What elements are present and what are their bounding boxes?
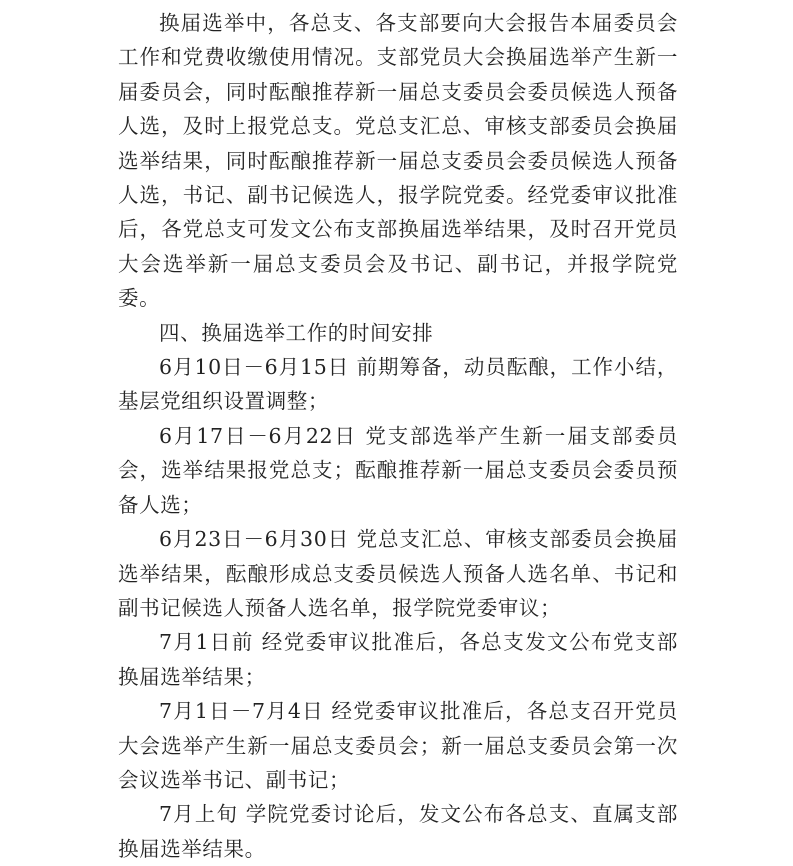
paragraph-election-report: 换届选举中，各总支、各支部要向大会报告本届委员会工作和党费收缴使用情况。支部党员大会换届选举产生新一届委员会，同时酝酿推荐新一届总支委员会委员候选人预备人选，及时上报党总支。党总支汇总、审核支部委员会换届选举结果，同时酝酿推荐新一届总支委员会委员候选人预备人选，书记、副书记候选人，报学院党委。经党委审议批准后，各党总支可发文公布支部换届选举结果，及时召开党员大会选举新一届总支委员会及书记、副书记，并报学院党委。 [118,11,678,311]
schedule-item: 6月17日－6月22日 党支部选举产生新一届支部委员会，选举结果报党总支；酝酿推荐新一届总支委员会委员预备人选； [118,423,678,517]
schedule-item: 6月10日－6月15日 前期筹备，动员酝酿，工作小结，基层党组织设置调整； [118,355,678,414]
schedule-item: 7月1日－7月4日 经党委审议批准后，各总支召开党员大会选举产生新一届总支委员会；新一届总支委员会第一次会议选举书记、副书记； [118,699,678,792]
section-heading-schedule: 四、换届选举工作的时间安排 [159,320,434,345]
schedule-item: 7月上旬 学院党委讨论后，发文公布各总支、直属支部换届选举结果。 [118,802,678,861]
schedule-item: 7月1日前 经党委审议批准后，各总支发文公布党支部换届选举结果； [118,630,678,689]
document-body [118,6,678,866]
schedule-item: 6月23日－6月30日 党总支汇总、审核支部委员会换届选举结果，酝酿形成总支委员候选人预备人选名单、书记和副书记候选人预备人选名单，报学院党委审议； [118,527,678,620]
